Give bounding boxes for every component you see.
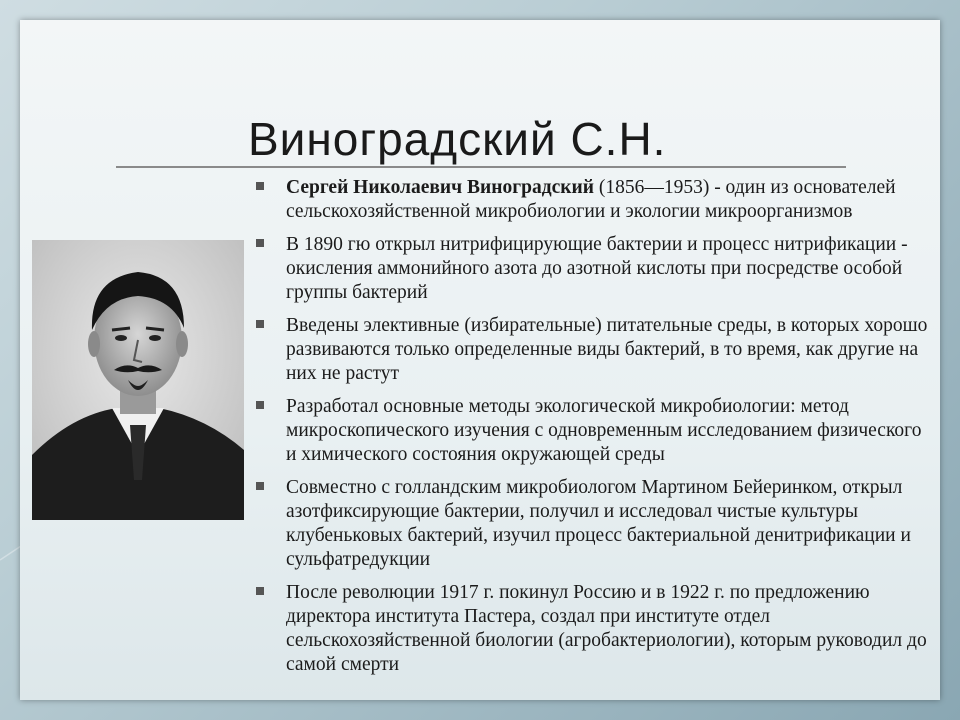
- bullet-list: [256, 176, 936, 686]
- list-item: [256, 476, 936, 572]
- bullet-square-icon: [256, 182, 264, 190]
- portrait-icon: [32, 240, 244, 520]
- person-name: Сергей Николаевич Виноградский: [286, 177, 594, 198]
- bullet-square-icon: [256, 482, 264, 490]
- bullet-text: Разработал основные методы экологической микробиологии: метод микроскопического изучения с одновременным исследованием физического и химического состояния окружающей среды: [286, 396, 922, 465]
- bullet-text: В 1890 гю открыл нитрифицирующие бактерии и процесс нитрификации - окисления аммонийного азота до азотной кислоты при посредстве особой группы бактерий: [286, 234, 908, 303]
- bullet-square-icon: [256, 320, 264, 328]
- slide-title: Виноградский С.Н.: [248, 113, 667, 165]
- bullet-text: После революции 1917 г. покинул Россию и в 1922 г. по предложению директора института Пастера, создал при институте отдел сельскохозяйственной биологии (агробактериологии), которым руководил до самой смерти: [286, 582, 927, 675]
- title-divider: [116, 166, 846, 168]
- bullet-square-icon: [256, 587, 264, 595]
- bullet-square-icon: [256, 401, 264, 409]
- list-item: [256, 314, 936, 386]
- bullet-text: (1856—1953) - один из основателей сельскохозяйственной микробиологии и экологии микроорганизмов: [286, 177, 896, 222]
- portrait-photo: [32, 240, 244, 520]
- slide: [20, 20, 940, 700]
- list-item: [256, 233, 936, 305]
- bullet-text: Совместно с голландским микробиологом Мартином Бейеринком, открыл азотфиксирующие бактерии, получил и исследовал чистые культуры клубеньковых бактерий, изучил процесс бактериальной денитрификации и сульфатредукции: [286, 477, 911, 570]
- bullet-text: Введены элективные (избирательные) питательные среды, в которых хорошо развиваются только определенные виды бактерий, в то время, как другие на них не растут: [286, 315, 928, 384]
- list-item: [256, 395, 936, 467]
- list-item: [256, 581, 936, 677]
- list-item: [256, 176, 936, 224]
- bullet-square-icon: [256, 239, 264, 247]
